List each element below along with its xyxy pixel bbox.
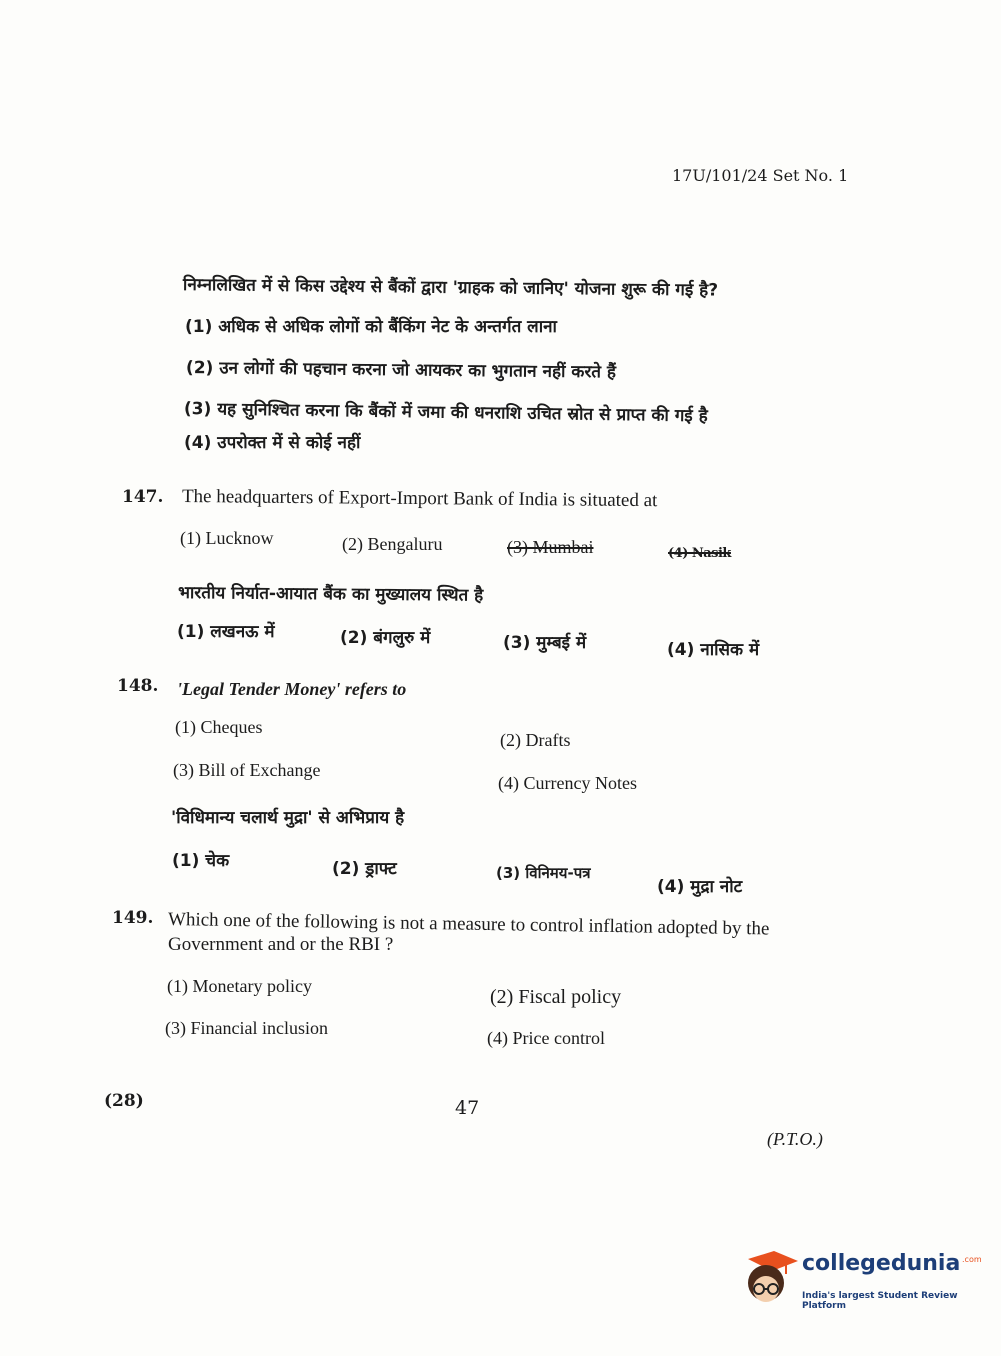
question-number: 148. <box>117 676 159 696</box>
option-4-hi: (4) नासिक में <box>667 640 760 660</box>
option-2-en: (2) Drafts <box>500 730 571 750</box>
brand-suffix: .com <box>962 1255 982 1264</box>
option-1-hi: (1) चेक <box>172 851 230 871</box>
booklet-code: (28) <box>104 1091 144 1111</box>
option-1-en: (1) Monetary policy <box>167 976 312 996</box>
option-1-en: (1) Cheques <box>175 717 263 737</box>
option-4-en: (4) Nasik <box>668 546 731 561</box>
option-1-hi: (1) लखनऊ में <box>177 622 275 642</box>
option-2-hi: (2) ड्राफ्ट <box>332 859 397 879</box>
option-3-en: (3) Financial inclusion <box>165 1018 328 1038</box>
question-number: 149. <box>112 908 154 928</box>
set-number: 17U/101/24 Set No. 1 <box>672 166 849 185</box>
mascot-logo-icon <box>740 1245 800 1311</box>
option-3-en: (3) Bill of Exchange <box>173 760 321 780</box>
brand-name: collegedunia <box>802 1251 961 1276</box>
option-2-en: (2) Fiscal policy <box>490 986 622 1008</box>
question-text-en-line-1: Which one of the following is not a measure to control inflation adopted by the <box>167 909 770 940</box>
option-3-hi: (3) मुम्बई में <box>503 633 587 653</box>
question-text-en-line-2: Government and or the RBI ? <box>168 934 394 955</box>
option-3-en: (3) Mumbai <box>507 537 594 557</box>
collegedunia-watermark <box>740 1245 980 1315</box>
option-2-hi: (2) उन लोगों की पहचान करना जो आयकर का भुगतान नहीं करते हैं <box>185 358 617 383</box>
question-text-hi: भारतीय निर्यात-आयात बैंक का मुख्यालय स्थित है <box>177 583 484 606</box>
page-number: 47 <box>455 1097 480 1119</box>
brand-tagline: India's largest Student Review Platform <box>802 1291 958 1311</box>
option-4-hi: (4) उपरोक्त में से कोई नहीं <box>184 433 361 453</box>
option-2-hi: (2) बंगलुरु में <box>340 628 431 648</box>
option-3-hi: (3) यह सुनिश्चित करना कि बैंकों में जमा की धनराशि उचित स्रोत से प्राप्त की गई है <box>183 399 708 427</box>
option-3-hi: (3) विनिमय-पत्र <box>496 864 591 882</box>
option-1-en: (1) Lucknow <box>180 528 274 548</box>
option-4-en: (4) Price control <box>487 1028 605 1048</box>
question-text-hi: 'विधिमान्य चलार्थ मुद्रा' से अभिप्राय है <box>171 808 405 828</box>
question-text-en: The headquarters of Export-Import Bank of India is situated at <box>181 486 658 512</box>
option-4-en: (4) Currency Notes <box>498 773 637 793</box>
pto-label: (P.T.O.) <box>767 1129 823 1149</box>
question-text-hi: निम्नलिखित में से किस उद्देश्य से बैंकों द्वारा 'ग्राहक को जानिए' योजना शुरू की गई है? <box>182 275 719 301</box>
question-text-en: 'Legal Tender Money' refers to <box>177 679 407 699</box>
option-2-en: (2) Bengaluru <box>342 534 443 554</box>
question-number: 147. <box>122 487 164 507</box>
option-1-hi: (1) अधिक से अधिक लोगों को बैंकिंग नेट के अन्तर्गत लाना <box>185 317 557 337</box>
option-4-hi: (4) मुद्रा नोट <box>657 877 743 897</box>
